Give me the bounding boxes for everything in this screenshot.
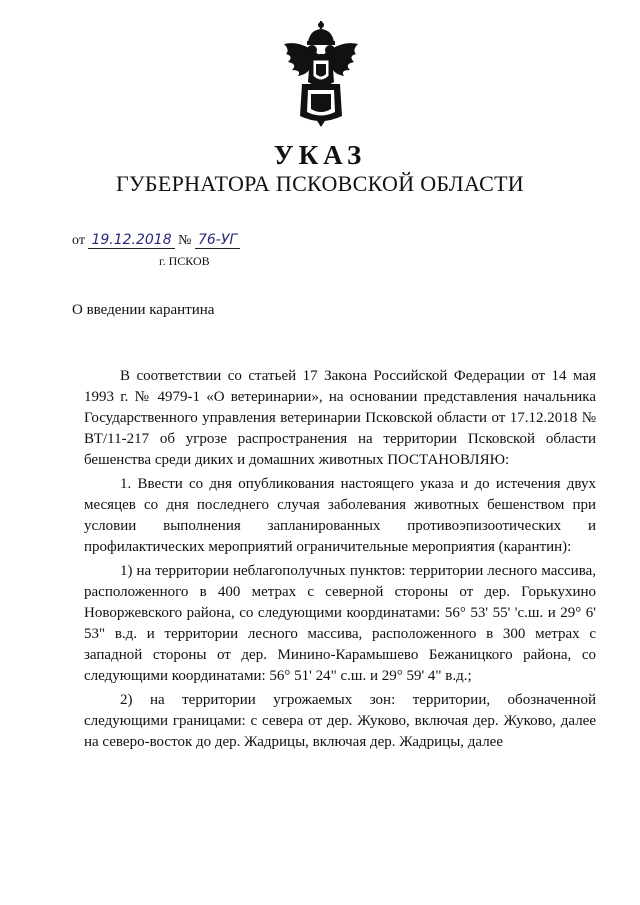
- paragraph-subitem-1: 1) на территории неблагополучных пунктов: территории лесного массива, расположенного в 400 метрах с северной стороны от дер. Горькухино Новоржевского района, со следующими координатами: 56° 53' 55' 'с.ш. и 29° 6' 53" в.д. и территории лесного массива, расположенного в 300 метрах с западной стороны от дер. Минино-Карамышево Бежаницкого района, со следующими координатами: 56° 51' 24" с.ш. и 29° 59' 4" в.д.;: [84, 563, 596, 684]
- date-prefix: от: [72, 233, 85, 248]
- handwritten-date: 19.12.2018: [88, 232, 174, 249]
- document-title: УКАЗ: [273, 140, 367, 170]
- paragraph-item-1: 1. Ввести со дня опубликования настоящего указа и до истечения двух месяцев со дня последнего случая заболевания животных бешенством при условии выполнения запланированных противоэпизоотических и профилактических мероприятий ограничительные мероприятия (карантин):: [84, 476, 596, 555]
- document-subject: О введении карантина: [72, 302, 215, 318]
- document-body: [84, 366, 596, 756]
- paragraph-preamble: В соответствии со статьей 17 Закона Российской Федерации от 14 мая 1993 г. № 4979-1 «О ветеринарии», на основании представления начальника Государственного управления ветеринарии Псковской области от 17.12.2018 № ВТ/11-217 об угрозе распространения на территории Псковской области бешенства среди диких и домашних животных ПОСТАНОВЛЯЮ:: [84, 368, 596, 468]
- date-number-line: [72, 232, 240, 250]
- city-label: г. ПСКОВ: [159, 254, 210, 268]
- paragraph-subitem-2: 2) на территории угрожаемых зон: территории, обозначенной следующими границами: с севера от дер. Жуково, включая дер. Жуково, далее на северо-восток до дер. Жадрицы, включая дер. Жадрицы, далее: [84, 692, 596, 750]
- number-prefix: №: [178, 233, 192, 248]
- handwritten-number: 76-УГ: [195, 232, 240, 249]
- pskov-coat-of-arms-icon: [280, 20, 362, 128]
- document-subtitle: ГУБЕРНАТОРА ПСКОВСКОЙ ОБЛАСТИ: [116, 171, 524, 196]
